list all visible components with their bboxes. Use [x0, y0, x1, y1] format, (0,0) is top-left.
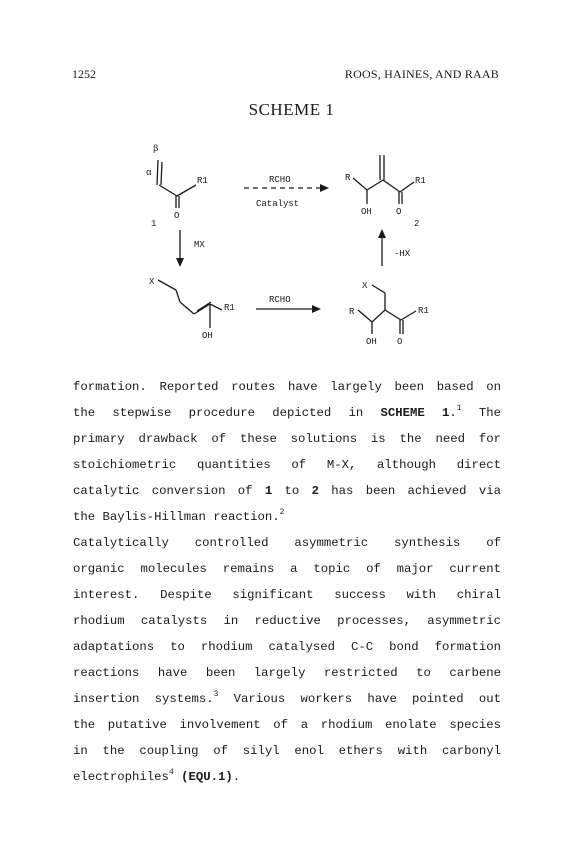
carbonyl-o-label: O	[174, 211, 180, 221]
mx-label: MX	[194, 240, 205, 250]
scheme-diagram	[0, 130, 583, 370]
text-line: primary drawback of these solutions is the need for	[73, 432, 501, 446]
carbonyl-o-label: O	[397, 337, 403, 347]
equation-ref: (EQU.1)	[181, 770, 233, 784]
text-line: interest. Despite significant success with chiral	[73, 588, 501, 602]
r1-label: R1	[415, 176, 426, 186]
enol-compound-structure	[158, 280, 222, 328]
text-line: catalytic conversion of 1 to 2 has been achieved via	[73, 484, 501, 498]
r1-label: R1	[224, 303, 235, 313]
scheme-title: SCHEME 1	[248, 100, 335, 119]
dashed-arrow	[244, 184, 329, 192]
text-line: rhodium catalysts in reductive processes, asymmetric	[73, 614, 501, 628]
scheme-ref: SCHEME 1	[380, 406, 450, 420]
text-line: Catalytically controlled asymmetric synthesis of	[73, 536, 501, 550]
text-line: the stepwise procedure depicted in SCHEME 1.$^1$ The	[73, 404, 501, 420]
text-line: stoichiometric quantities of M-X, although direct	[73, 458, 501, 472]
compound-1-number: 1	[151, 219, 157, 229]
mx-arrow	[176, 230, 184, 267]
compound-2-structure	[353, 155, 414, 204]
beta-label: β	[153, 144, 159, 154]
text-line: the Baylis-Hillman reaction.$^2$	[73, 508, 285, 524]
text-line: the putative involvement of a rhodium enolate species	[73, 718, 501, 732]
aldol-product-structure	[358, 285, 416, 334]
text-line: electrophiles$^4$ (EQU.1).	[73, 768, 241, 784]
text-line: insertion systems.$^3$ Various workers have pointed out	[73, 690, 501, 706]
compound-2-number: 2	[414, 219, 420, 229]
hx-arrow	[378, 229, 386, 266]
hx-label: -HX	[394, 249, 411, 259]
x-label: X	[149, 277, 155, 287]
text-line: reactions have been largely restricted to carbene	[73, 666, 501, 680]
rcho-label: RCHO	[269, 295, 291, 305]
text-line: in the coupling of silyl enol ethers with carbonyl	[73, 744, 501, 758]
r1-label: R1	[197, 176, 208, 186]
text-line: formation. Reported routes have largely been based on	[73, 380, 501, 394]
oh-label: OH	[361, 207, 372, 217]
compound-1-structure	[157, 160, 196, 208]
oh-label: OH	[366, 337, 377, 347]
carbonyl-o-label: O	[396, 207, 402, 217]
page-number: 1252	[72, 67, 96, 81]
text-line: adaptations to rhodium catalysed C-C bond formation	[73, 640, 501, 654]
alpha-label: α	[146, 168, 152, 178]
solid-arrow	[256, 305, 321, 313]
r-label: R	[349, 307, 355, 317]
x-label: X	[362, 281, 368, 291]
rcho-label: RCHO	[269, 175, 291, 185]
r1-label: R1	[418, 306, 429, 316]
catalyst-label: Catalyst	[256, 199, 300, 209]
running-head: ROOS, HAINES, AND RAAB	[344, 67, 499, 81]
r-label: R	[345, 173, 351, 183]
oh-label: OH	[202, 331, 213, 341]
text-line: organic molecules remains a topic of major current	[73, 562, 501, 576]
